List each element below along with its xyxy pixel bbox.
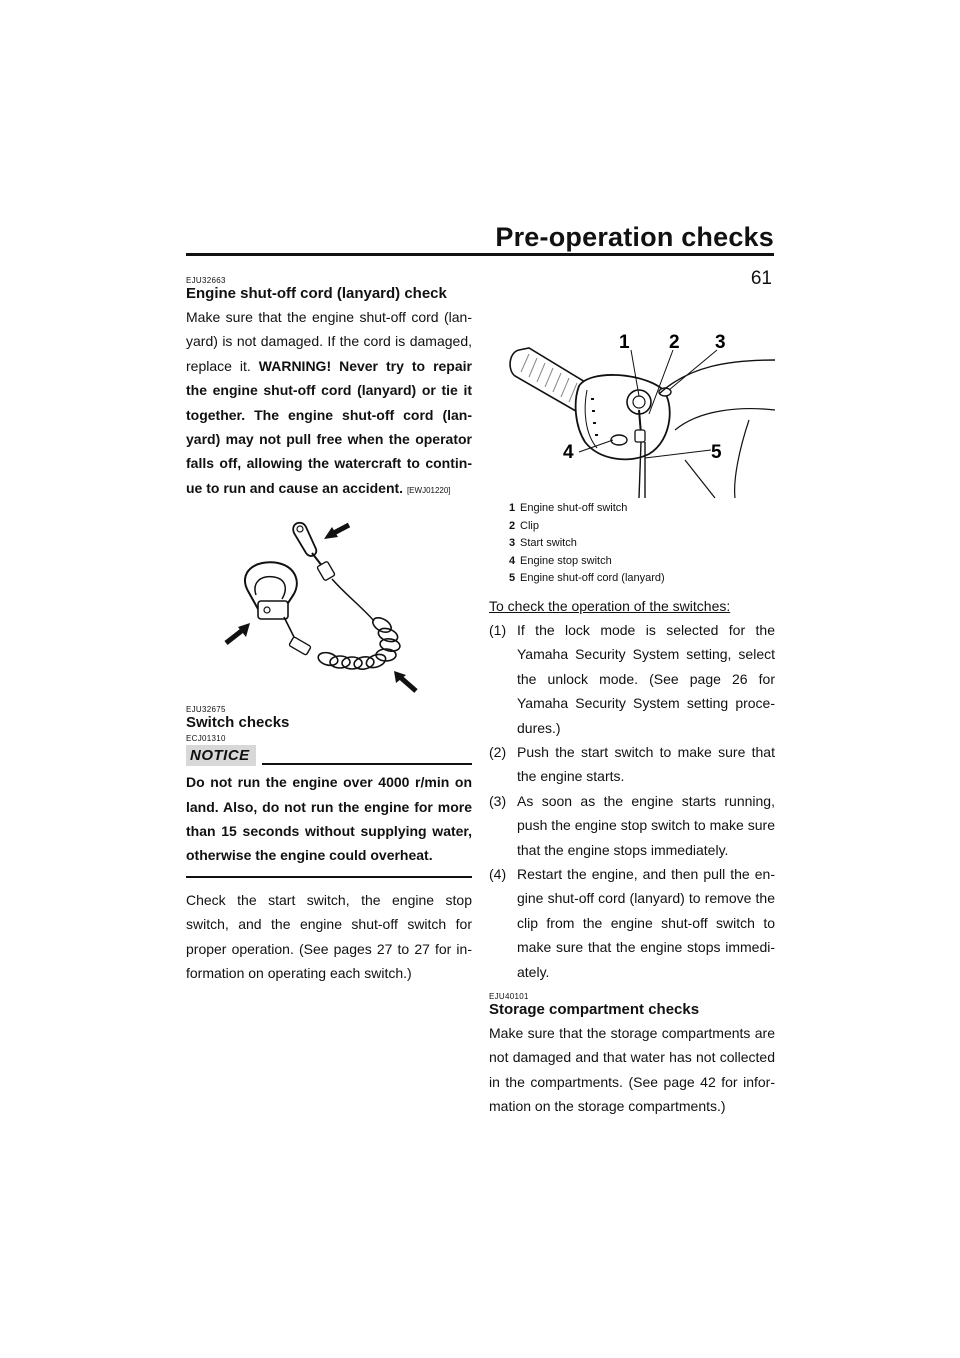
callout-5: 5 — [711, 442, 722, 463]
right-column — [489, 330, 775, 1119]
header-rule — [186, 253, 774, 256]
notice-label: NOTICE — [186, 745, 256, 766]
switch-body: Check the start switch, the engine stop switch, and the engine shut-off switch for proper operation. (See pages 27 to 27 for in-formation on operating each switch.) — [186, 891, 472, 982]
left-column — [186, 276, 472, 986]
lanyard-text: Make sure that the engine shut-off cord (lan-yard) is not damaged. If the cord is damaged, replace it. — [186, 309, 472, 374]
section-code: EJU32663 — [186, 276, 226, 285]
callout-2: 2 — [669, 332, 680, 353]
section-heading-switch: Switch checks — [186, 714, 290, 732]
section-heading-lanyard: Engine shut-off cord (lanyard) check — [186, 285, 447, 302]
legend-item: 3 Start switch — [509, 537, 577, 549]
section-code: EJU32675 — [186, 705, 226, 715]
legend-item: 4 Engine stop switch — [509, 554, 612, 567]
notice-header — [186, 745, 472, 766]
procedure-step: (2) Push the start switch to make sure that the engine starts. — [489, 743, 775, 785]
legend-item: 5 Engine shut-off cord (lanyard) — [509, 572, 665, 584]
storage-paragraph: Make sure that the storage compartments are not damaged and that water has not collected in the compartments. (See page 42 for infor-mation on the storage compartments.) — [489, 1025, 775, 1115]
notice-rule — [262, 763, 472, 765]
notice-code: ECJ01310 — [186, 734, 226, 744]
procedure-step: (4) Restart the engine, and then pull the en-gine shut-off cord (lanyard) to remove the clip from the engine shut-off switch to make sure that the engine stops immedi-ately. — [489, 865, 775, 980]
notice-end-rule — [186, 876, 472, 878]
callout-3: 3 — [715, 332, 726, 353]
callout-4: 4 — [563, 442, 574, 463]
procedure-steps — [489, 618, 775, 984]
lanyard-warning: WARNING! Never try to repair the engine shut-off cord (lanyard) or tie it together. The engine shut-off cord (lan-yard) may not pull free when the operator falls off, allowing the watercraft to contin-ue to run and cause an accident. — [186, 357, 472, 496]
section-code: EJU40101 — [489, 992, 529, 1001]
figure-legend — [489, 500, 775, 588]
section-heading-storage: Storage compartment checks — [489, 1001, 700, 1018]
notice-text: Do not run the engine over 4000 r/min on land. Also, do not run the engine for more than 15 seconds without supplying water, otherwise the engine could overheat. — [186, 774, 472, 864]
handlebar-illustration — [489, 330, 775, 498]
lanyard-figure — [186, 513, 472, 703]
page-title: Pre-operation checks — [495, 222, 774, 252]
procedure-step: (1) If the lock mode is selected for the Yamaha Security System setting, select the unlock mode. (See page 26 for Yamaha Security System setting proce-dures.) — [489, 621, 775, 736]
page-number: 61 — [750, 268, 772, 289]
switch-figure — [489, 330, 775, 498]
lanyard-illustration — [186, 513, 472, 703]
warning-code: [EWJ01220] — [406, 485, 451, 495]
lanyard-paragraph — [186, 305, 472, 503]
legend-item: 2 Clip — [509, 519, 539, 532]
legend-item: 1 Engine shut-off switch — [509, 502, 628, 514]
procedure-title: To check the operation of the switches: — [489, 597, 731, 614]
procedure-step: (3) As soon as the engine starts running, push the engine stop switch to make sure that the engine stops immediately. — [489, 792, 775, 858]
callout-1: 1 — [619, 332, 630, 353]
